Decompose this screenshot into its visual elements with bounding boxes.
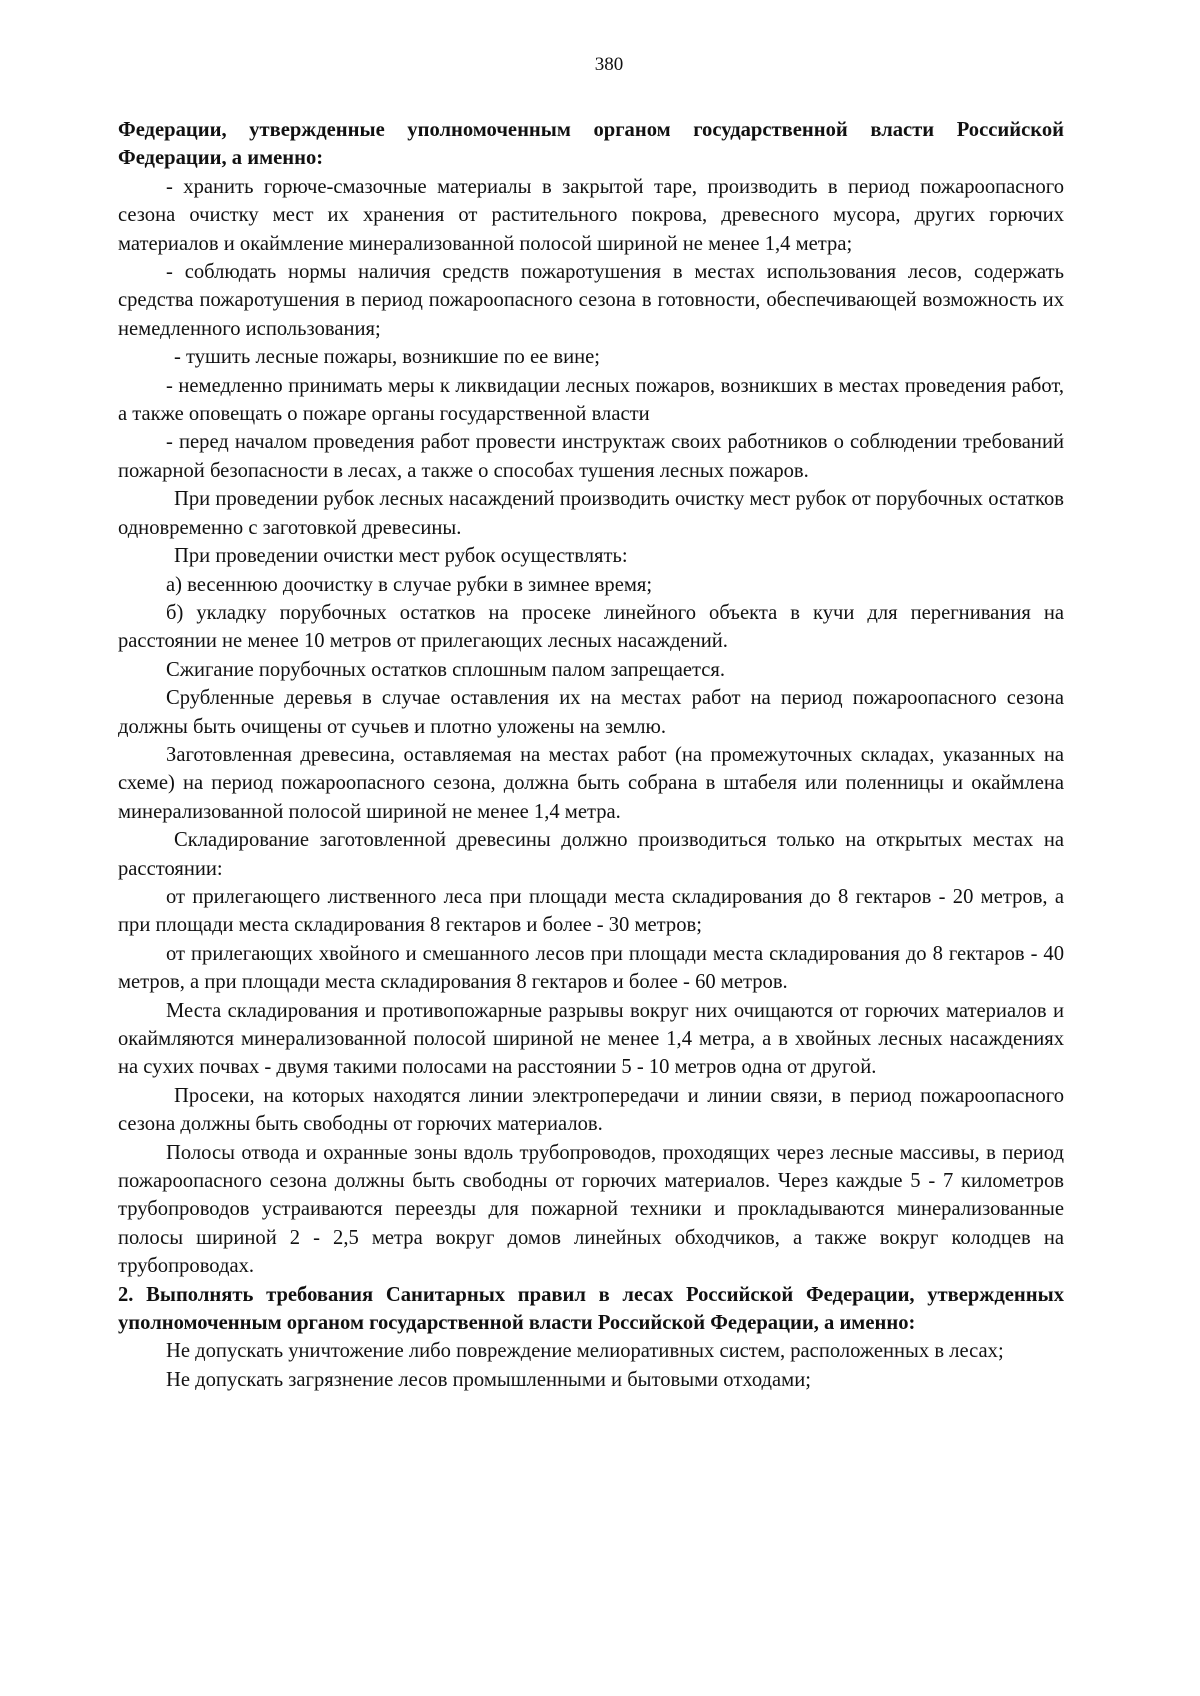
page-number: 380 bbox=[594, 54, 624, 75]
paragraph-burning-prohibited: Сжигание порубочных остатков сплошным палом запрещается. bbox=[166, 658, 726, 681]
paragraph-felled-trees: Срубленные деревья в случае оставления их на местах работ на период пожароопасного сезона должны быть очищены от сучьев и плотно уложены на землю. bbox=[118, 687, 1064, 738]
paragraph-harvested-wood: Заготовленная древесина, оставляемая на местах работ (на промежуточных складах, указанных на схеме) на период пожароопасного сезона, должна быть собрана в штабеля или поленницы и окаймлена минерализованной полосой шириной не менее 1,4 метра. bbox=[118, 743, 1064, 823]
paragraph-extinguish-fires: - тушить лесные пожары, возникшие по ее вине; bbox=[174, 346, 601, 369]
section-heading-sanitary-rules: 2. Выполнять требования Санитарных правил в лесах Российской Федерации, утвержденных уполномоченным органом государственной власти Российской Федерации, а именно: bbox=[118, 1283, 1064, 1335]
paragraph-extinguishing-means: - соблюдать нормы наличия средств пожаротушения в местах использования лесов, содержать средства пожаротушения в период пожароопасного сезона в готовности, обеспечивающей возможность их немедленного использования; bbox=[118, 261, 1064, 340]
paragraph-clearing-cuttings: При проведении рубок лесных насаждений производить очистку мест рубок от порубочных остатков одновременно с заготовкой древесины. bbox=[118, 488, 1064, 539]
paragraph-melioration: Не допускать уничтожение либо повреждение мелиоративных систем, расположенных в лесах; bbox=[166, 1340, 1004, 1363]
paragraph-deciduous-distance: от прилегающего лиственного леса при площади места складирования до 8 гектаров - 20 метров, а при площади места складирования 8 гектаров и более - 30 метров; bbox=[118, 885, 1064, 937]
document-page bbox=[118, 52, 1064, 1394]
paragraph-fuel-storage: - хранить горюче-смазочные материалы в закрытой таре, производить в период пожароопасного сезона очистку мест их хранения от растительного покрова, древесного мусора, других горючих материалов и окаймление минерализованной полосой шириной не менее 1,4 метра; bbox=[118, 175, 1064, 255]
paragraph-storage-places: Места складирования и противопожарные разрывы вокруг них очищаются от горючих материалов и окаймляются минерализованной полосой шириной не менее 1,4 метра, а в хвойных лесных насаждениях на сухих почвах - двумя такими полосами на расстоянии 5 - 10 метров одна от другой. bbox=[118, 999, 1064, 1079]
paragraph-intro: Федерации, утвержденные уполномоченным органом государственной власти Российской Федерации, а именно: bbox=[118, 119, 1064, 170]
paragraph-pollution: Не допускать загрязнение лесов промышленными и бытовыми отходами; bbox=[166, 1368, 811, 1391]
paragraph-pipelines: Полосы отвода и охранные зоны вдоль трубопроводов, проходящих через лесные массивы, в период пожароопасного сезона должны быть свободны от горючих материалов. Через каждые 5 - 7 километров трубопроводов устраиваются переезды для пожарной техники и прокладываются минерализованные полосы шириной 2 - 2,5 метра вокруг домов линейных обходчиков, а также вокруг колодцев на трубопроводах. bbox=[118, 1141, 1064, 1278]
paragraph-item-b: б) укладку порубочных остатков на просеке линейного объекта в кучи для перегнивания на расстоянии не менее 10 метров от прилегающих лесных насаждений. bbox=[118, 601, 1064, 653]
paragraph-take-measures: - немедленно принимать меры к ликвидации лесных пожаров, возникших в местах проведения работ, а также оповещать о пожаре органы государственной власти bbox=[118, 374, 1064, 426]
paragraph-coniferous-distance: от прилегающих хвойного и смешанного лесов при площади места складирования до 8 гектаров - 40 метров, а при площади места складирования 8 гектаров и более - 60 метров. bbox=[118, 942, 1064, 994]
paragraph-power-lines: Просеки, на которых находятся линии электропередачи и линии связи, в период пожароопасного сезона должны быть свободны от горючих материалов. bbox=[118, 1084, 1064, 1136]
paragraph-wood-storage: Складирование заготовленной древесины должно производиться только на открытых местах на расстоянии: bbox=[118, 829, 1064, 880]
paragraph-briefing: - перед началом проведения работ провести инструктаж своих работников о соблюдении требований пожарной безопасности в лесах, а также о способах тушения лесных пожаров. bbox=[118, 431, 1064, 482]
paragraph-clearing-places: При проведении очистки мест рубок осуществлять: bbox=[174, 545, 628, 568]
document-body bbox=[118, 116, 1064, 1394]
paragraph-item-a: а) весеннюю доочистку в случае рубки в зимнее время; bbox=[166, 573, 653, 596]
